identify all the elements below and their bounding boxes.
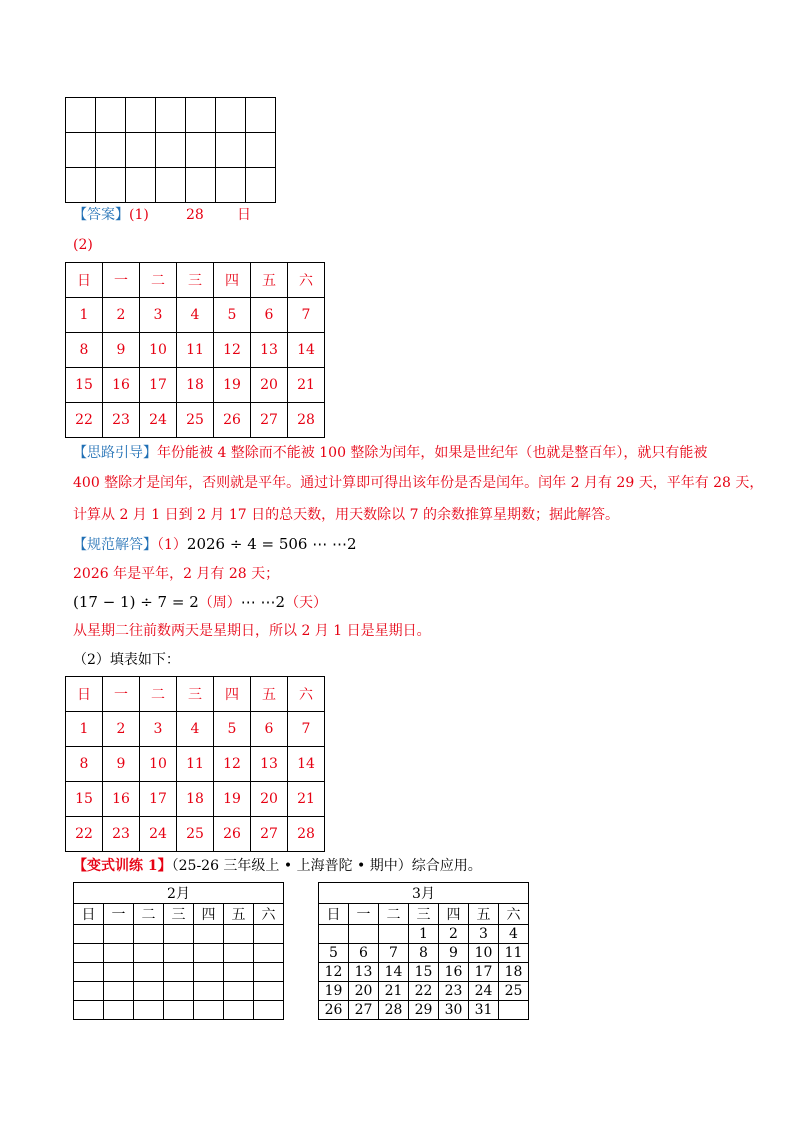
table-row [66, 168, 276, 203]
empty-grid-top [65, 97, 276, 203]
empty-date-cell [164, 963, 194, 982]
solution-date-cell: 23 [103, 817, 140, 852]
answer-date-cell: 3 [140, 298, 177, 333]
empty-date-cell [164, 982, 194, 1001]
solution-date-cell: 16 [103, 782, 140, 817]
solution-date-cell: 1 [66, 712, 103, 747]
solution-date-cell: 3 [140, 712, 177, 747]
weekday-header: 四 [214, 263, 251, 298]
empty-date-cell [104, 944, 134, 963]
empty-date-cell [134, 963, 164, 982]
weekday-header: 日 [66, 677, 103, 712]
solution-step3-day: （天） [285, 595, 328, 611]
variant-tag: 【变式训练 1】 [73, 858, 172, 874]
empty-cell [96, 133, 126, 168]
solution-date-cell: 13 [251, 747, 288, 782]
table-row [66, 133, 276, 168]
answer-date-cell: 15 [66, 368, 103, 403]
weekday-header: 三 [177, 677, 214, 712]
empty-date-cell [134, 925, 164, 944]
solution-step3-week: （周） [198, 595, 241, 611]
weekday-header: 二 [140, 263, 177, 298]
empty-cell [216, 168, 246, 203]
empty-cell [216, 98, 246, 133]
empty-cell [186, 133, 216, 168]
solution-date-cell: 28 [288, 817, 325, 852]
date-cell: 24 [469, 982, 499, 1001]
empty-cell [246, 98, 276, 133]
solution-date-cell: 12 [214, 747, 251, 782]
table-row [319, 963, 529, 982]
solution-date-cell: 4 [177, 712, 214, 747]
weekday-header: 六 [288, 263, 325, 298]
date-cell: 3 [469, 925, 499, 944]
weekday-header: 六 [254, 904, 284, 925]
solution-date-cell: 6 [251, 712, 288, 747]
table-row [66, 747, 325, 782]
date-cell [379, 925, 409, 944]
table-row [66, 368, 325, 403]
weekday-header: 五 [251, 677, 288, 712]
solution-line-1 [73, 535, 357, 554]
date-cell: 22 [409, 982, 439, 1001]
answer-part2-label: (2) [73, 237, 93, 253]
empty-cell [66, 98, 96, 133]
table-row [66, 333, 325, 368]
table-row [66, 712, 325, 747]
date-cell: 28 [379, 1001, 409, 1020]
calendar-header-row [66, 263, 325, 298]
weekday-header: 一 [103, 263, 140, 298]
table-row [66, 298, 325, 333]
empty-cell [126, 168, 156, 203]
solution-step1-label: （1） [157, 537, 187, 553]
weekday-header: 日 [319, 904, 349, 925]
empty-date-cell [134, 944, 164, 963]
solution-step4: 从星期二往前数两天是星期日，所以 2 月 1 日是星期日。 [73, 623, 431, 639]
empty-date-cell [104, 982, 134, 1001]
date-cell: 31 [469, 1001, 499, 1020]
solution-date-cell: 21 [288, 782, 325, 817]
solution-date-cell: 19 [214, 782, 251, 817]
weekday-header: 六 [499, 904, 529, 925]
solution-line-3 [73, 593, 327, 612]
table-row [74, 963, 284, 982]
empty-date-cell [224, 1001, 254, 1020]
hint-text-2: 400 整除才是闰年，否则就是平年。通过计算即可得出该年份是否是闰年。闰年 2 月有 29 天，平年有 28 天， [73, 475, 764, 491]
empty-cell [96, 98, 126, 133]
empty-cell [96, 168, 126, 203]
weekday-header: 六 [288, 677, 325, 712]
solution-date-cell: 5 [214, 712, 251, 747]
solution-step1-formula: 2026 ÷ 4 = 506 ⋯ ⋯2 [186, 535, 357, 553]
table-row [74, 944, 284, 963]
answer-date-cell: 27 [251, 403, 288, 438]
answer-date-cell: 6 [251, 298, 288, 333]
date-cell: 18 [499, 963, 529, 982]
answer-date-cell: 9 [103, 333, 140, 368]
answer-calendar [65, 262, 325, 438]
empty-date-cell [74, 925, 104, 944]
hint-text-1: 年份能被 4 整除而不能被 100 整除为闰年，如果是世纪年（也就是整百年），就只有能被 [157, 445, 708, 461]
weekday-header: 三 [177, 263, 214, 298]
date-cell: 26 [319, 1001, 349, 1020]
answer-date-cell: 17 [140, 368, 177, 403]
table-row [74, 982, 284, 1001]
answer-date-cell: 8 [66, 333, 103, 368]
feb-calendar [73, 882, 284, 1020]
answer-date-cell: 14 [288, 333, 325, 368]
empty-date-cell [224, 925, 254, 944]
answer-date-cell: 1 [66, 298, 103, 333]
date-cell: 8 [409, 944, 439, 963]
solution-date-cell: 14 [288, 747, 325, 782]
empty-date-cell [224, 944, 254, 963]
month-title: 3月 [319, 883, 529, 904]
date-cell: 25 [499, 982, 529, 1001]
answer-date-cell: 20 [251, 368, 288, 403]
empty-date-cell [74, 1001, 104, 1020]
month-title-row [74, 883, 284, 904]
empty-cell [156, 98, 186, 133]
date-cell: 10 [469, 944, 499, 963]
empty-date-cell [254, 963, 284, 982]
weekday-header: 二 [140, 677, 177, 712]
answer-date-cell: 7 [288, 298, 325, 333]
empty-date-cell [254, 944, 284, 963]
date-cell: 21 [379, 982, 409, 1001]
solution-date-cell: 18 [177, 782, 214, 817]
weekday-header: 一 [349, 904, 379, 925]
solution-date-cell: 25 [177, 817, 214, 852]
weekday-header: 日 [74, 904, 104, 925]
weekday-header: 一 [103, 677, 140, 712]
weekday-header: 日 [66, 263, 103, 298]
empty-date-cell [194, 925, 224, 944]
answer-date-cell: 22 [66, 403, 103, 438]
solution-date-cell: 7 [288, 712, 325, 747]
solution-step5: （2）填表如下： [73, 652, 180, 668]
table-row [319, 982, 529, 1001]
answer-tag: 【答案】 [73, 207, 129, 223]
table-row [319, 925, 529, 944]
table-row [319, 944, 529, 963]
answer-date-cell: 11 [177, 333, 214, 368]
date-cell: 2 [439, 925, 469, 944]
empty-date-cell [194, 1001, 224, 1020]
month-title: 2月 [74, 883, 284, 904]
weekday-header: 四 [439, 904, 469, 925]
weekday-header: 二 [379, 904, 409, 925]
solution-date-cell: 8 [66, 747, 103, 782]
date-cell: 29 [409, 1001, 439, 1020]
empty-date-cell [104, 963, 134, 982]
weekday-header: 一 [104, 904, 134, 925]
solution-step3-formula: (17 − 1) ÷ 7 = 2 [73, 593, 199, 611]
table-row [66, 403, 325, 438]
answer-date-cell: 16 [103, 368, 140, 403]
answer-date-cell: 24 [140, 403, 177, 438]
solution-date-cell: 10 [140, 747, 177, 782]
empty-date-cell [254, 925, 284, 944]
weekday-header: 三 [164, 904, 194, 925]
empty-date-cell [74, 944, 104, 963]
empty-cell [156, 133, 186, 168]
empty-date-cell [194, 944, 224, 963]
answer-date-cell: 18 [177, 368, 214, 403]
month-title-row [319, 883, 529, 904]
solution-date-cell: 9 [103, 747, 140, 782]
empty-cell [216, 133, 246, 168]
empty-date-cell [134, 982, 164, 1001]
answer-date-cell: 2 [103, 298, 140, 333]
date-cell: 7 [379, 944, 409, 963]
empty-date-cell [164, 925, 194, 944]
answer-date-cell: 28 [288, 403, 325, 438]
empty-date-cell [74, 963, 104, 982]
empty-date-cell [224, 963, 254, 982]
answer-date-cell: 10 [140, 333, 177, 368]
empty-cell [126, 133, 156, 168]
answer-date-cell: 19 [214, 368, 251, 403]
date-cell [319, 925, 349, 944]
date-cell: 27 [349, 1001, 379, 1020]
table-row [319, 1001, 529, 1020]
variant-line [73, 857, 482, 875]
date-cell: 11 [499, 944, 529, 963]
empty-cell [66, 168, 96, 203]
solution-calendar [65, 676, 325, 852]
empty-cell [186, 98, 216, 133]
empty-date-cell [74, 982, 104, 1001]
variant-text: （25-26 三年级上 • 上海普陀 • 期中）综合应用。 [171, 858, 482, 874]
weekday-header: 五 [224, 904, 254, 925]
empty-cell [126, 98, 156, 133]
answer-date-cell: 5 [214, 298, 251, 333]
solution-date-cell: 15 [66, 782, 103, 817]
date-cell: 12 [319, 963, 349, 982]
solution-tag: 【规范解答】 [73, 537, 157, 553]
date-cell: 13 [349, 963, 379, 982]
answer-date-cell: 26 [214, 403, 251, 438]
empty-date-cell [104, 1001, 134, 1020]
table-row [74, 1001, 284, 1020]
table-row [74, 925, 284, 944]
empty-date-cell [254, 1001, 284, 1020]
hint-line-1 [73, 444, 707, 462]
answer-part1-weekday: 日 [237, 207, 251, 223]
solution-date-cell: 17 [140, 782, 177, 817]
solution-step2: 2026 年是平年，2 月有 28 天； [73, 566, 280, 582]
empty-date-cell [194, 982, 224, 1001]
solution-date-cell: 26 [214, 817, 251, 852]
answer-date-cell: 21 [288, 368, 325, 403]
date-cell: 6 [349, 944, 379, 963]
empty-cell [66, 133, 96, 168]
answer-part1-days: 28 [186, 207, 204, 223]
table-row [66, 817, 325, 852]
date-cell: 23 [439, 982, 469, 1001]
empty-cell [156, 168, 186, 203]
solution-date-cell: 24 [140, 817, 177, 852]
answer-line [73, 206, 251, 224]
date-cell: 30 [439, 1001, 469, 1020]
calendar-header-row [66, 677, 325, 712]
solution-date-cell: 20 [251, 782, 288, 817]
empty-date-cell [134, 1001, 164, 1020]
weekday-header: 五 [251, 263, 288, 298]
solution-step3-rem: ⋯ ⋯2 [240, 593, 286, 611]
weekday-header-row [319, 904, 529, 925]
mar-calendar [318, 882, 529, 1020]
date-cell: 15 [409, 963, 439, 982]
date-cell [499, 1001, 529, 1020]
answer-date-cell: 25 [177, 403, 214, 438]
hint-tag: 【思路引导】 [73, 445, 157, 461]
date-cell: 16 [439, 963, 469, 982]
date-cell: 5 [319, 944, 349, 963]
solution-date-cell: 27 [251, 817, 288, 852]
weekday-header: 五 [469, 904, 499, 925]
table-row [66, 782, 325, 817]
date-cell: 9 [439, 944, 469, 963]
date-cell: 19 [319, 982, 349, 1001]
date-cell [349, 925, 379, 944]
empty-date-cell [254, 982, 284, 1001]
date-cell: 4 [499, 925, 529, 944]
weekday-header: 三 [409, 904, 439, 925]
empty-date-cell [194, 963, 224, 982]
solution-date-cell: 2 [103, 712, 140, 747]
date-cell: 14 [379, 963, 409, 982]
answer-date-cell: 13 [251, 333, 288, 368]
date-cell: 20 [349, 982, 379, 1001]
date-cell: 17 [469, 963, 499, 982]
weekday-header: 四 [194, 904, 224, 925]
answer-part1-label: (1) [129, 207, 149, 223]
empty-date-cell [164, 1001, 194, 1020]
answer-date-cell: 4 [177, 298, 214, 333]
weekday-header-row [74, 904, 284, 925]
empty-date-cell [104, 925, 134, 944]
answer-date-cell: 12 [214, 333, 251, 368]
empty-cell [246, 168, 276, 203]
empty-date-cell [164, 944, 194, 963]
solution-date-cell: 11 [177, 747, 214, 782]
hint-text-3: 计算从 2 月 1 日到 2 月 17 日的总天数，用天数除以 7 的余数推算星期数；据此解答。 [73, 507, 619, 523]
date-cell: 1 [409, 925, 439, 944]
empty-date-cell [224, 982, 254, 1001]
weekday-header: 二 [134, 904, 164, 925]
weekday-header: 四 [214, 677, 251, 712]
empty-cell [186, 168, 216, 203]
empty-cell [246, 133, 276, 168]
table-row [66, 98, 276, 133]
answer-date-cell: 23 [103, 403, 140, 438]
solution-date-cell: 22 [66, 817, 103, 852]
